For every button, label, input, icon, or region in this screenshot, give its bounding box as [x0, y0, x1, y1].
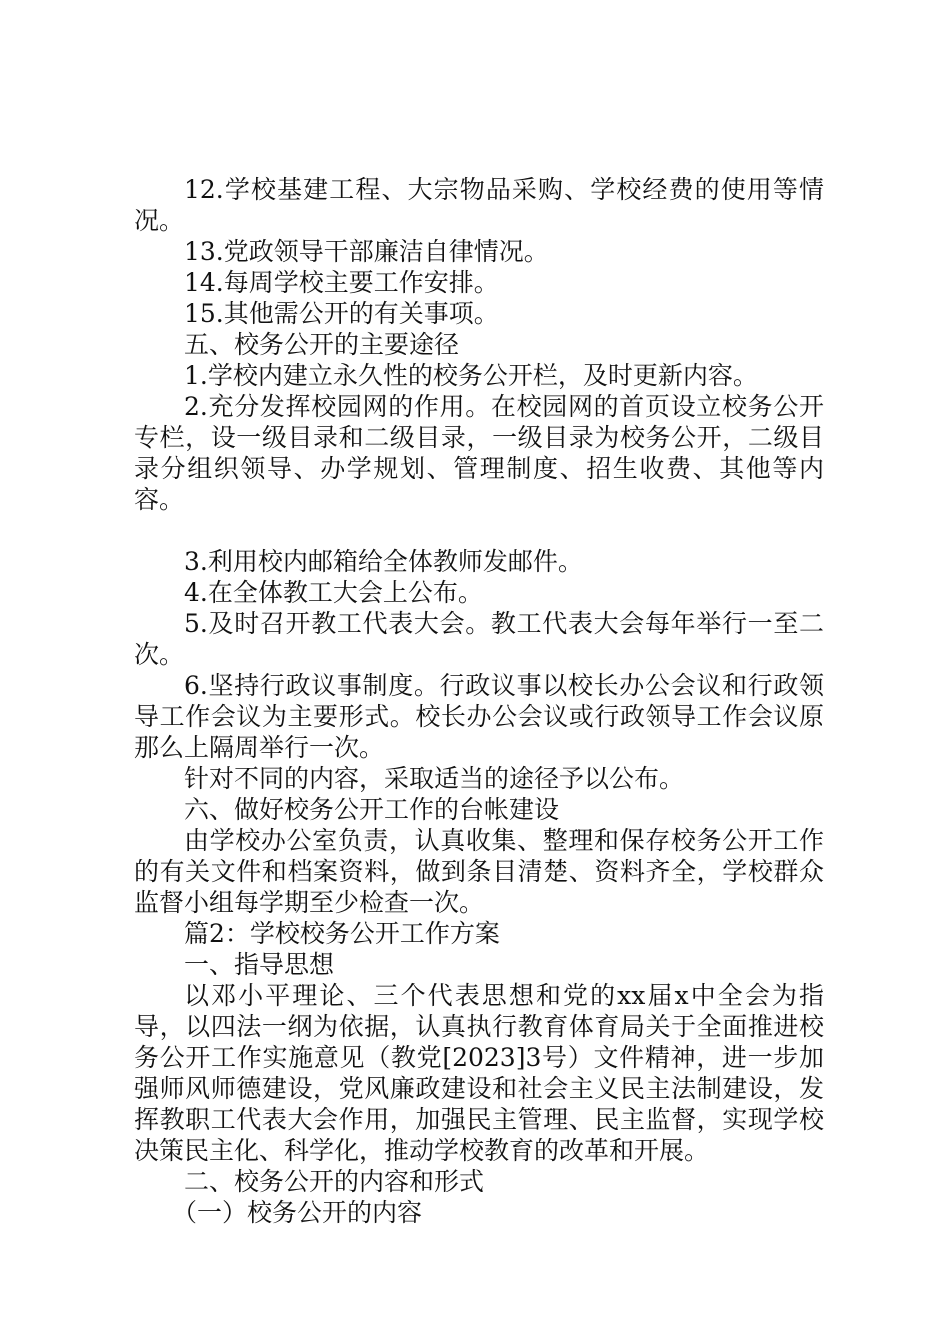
paragraph-channel-3: 3.利用校内邮箱给全体教师发邮件。: [184, 547, 583, 576]
section-heading-guiding: 一、指导思想: [184, 950, 335, 979]
paragraph-item-14: 14.每周学校主要工作安排。: [184, 268, 499, 297]
section-heading-5: 五、校务公开的主要途径: [184, 330, 460, 359]
paragraph-channel-5: 5.及时召开教工代表大会。教工代表大会每年举行一至二次。: [134, 609, 824, 669]
subsection-heading-content: （一）校务公开的内容: [172, 1198, 423, 1227]
paragraph-item-15: 15.其他需公开的有关事项。: [184, 299, 499, 328]
paragraph-channel-6: 6.坚持行政议事制度。行政议事以校长办公会议和行政领导工作会议为主要形式。校长办公会议或行政领导工作会议原那么上隔周举行一次。: [134, 671, 824, 762]
paragraph-channel-4: 4.在全体教工大会上公布。: [184, 578, 483, 607]
paragraph-ledger: 由学校办公室负责，认真收集、整理和保存校务公开工作的有关文件和档案资料，做到条目清楚、资料齐全，学校群众监督小组每学期至少检查一次。: [134, 826, 824, 917]
paragraph-guiding-thought: 以邓小平理论、三个代表思想和党的xx届x中全会为指导，以四法一纲为依据，认真执行教育体育局关于全面推进校务公开工作实施意见（教党[2023]3号）文件精神，进一步加强师风师德建设，党风廉政建设和社会主义民主法制建设，发挥教职工代表大会作用，加强民主管理、民主监督，实现学校决策民主化、科学化，推动学校教育的改革和开展。: [134, 981, 824, 1165]
section-heading-6: 六、做好校务公开工作的台帐建设: [184, 795, 560, 824]
document-body: [134, 174, 824, 1228]
paragraph-item-13: 13.党政领导干部廉洁自律情况。: [184, 237, 549, 266]
paragraph-item-12: 12.学校基建工程、大宗物品采购、学校经费的使用等情况。: [134, 175, 824, 235]
chapter-title-2: 篇2：学校校务公开工作方案: [184, 919, 500, 948]
blank-line: [134, 515, 824, 546]
section-heading-content-form: 二、校务公开的内容和形式: [184, 1167, 485, 1196]
paragraph-channel-2: 2.充分发挥校园网的作用。在校园网的首页设立校务公开专栏，设一级目录和二级目录，一级目录为校务公开，二级目录分组织领导、办学规划、管理制度、招生收费、其他等内容。: [134, 392, 824, 514]
paragraph-channel-1: 1.学校内建立永久性的校务公开栏，及时更新内容。: [184, 361, 758, 390]
paragraph-summary: 针对不同的内容，采取适当的途径予以公布。: [184, 764, 685, 793]
